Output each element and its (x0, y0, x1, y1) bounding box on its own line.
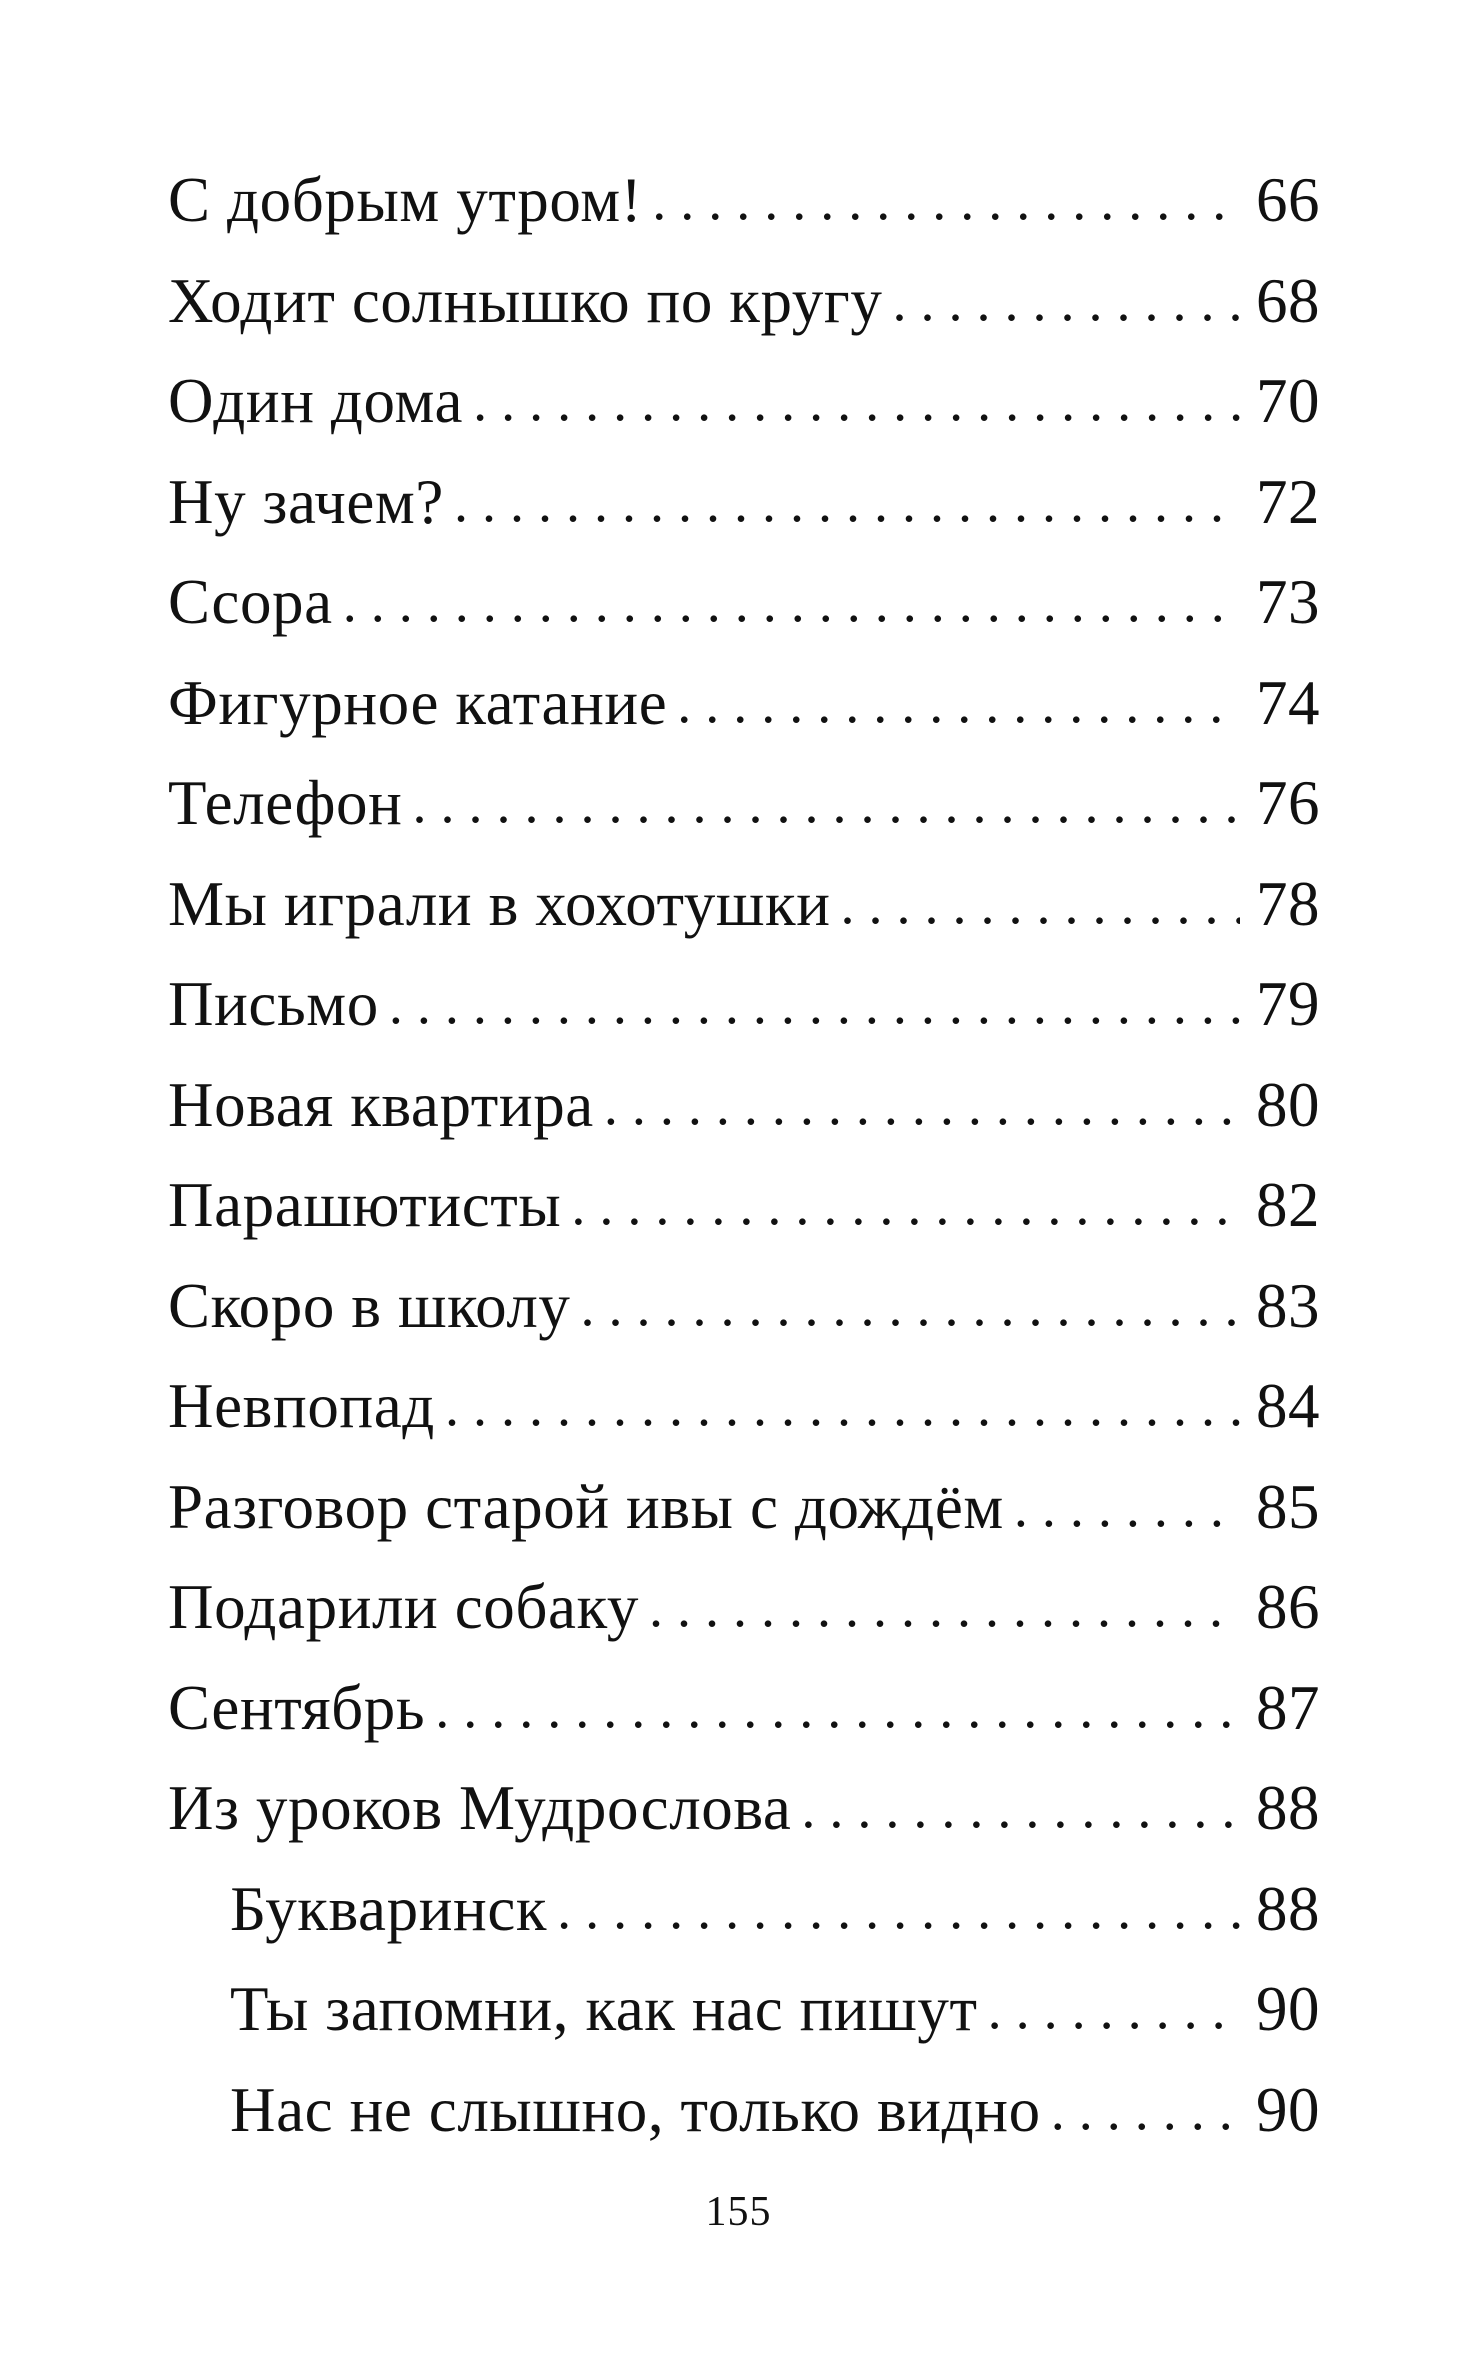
toc-subentry (168, 1859, 1320, 1960)
toc-entry-page: 87 (1256, 1672, 1320, 1743)
toc-entry-title: Ссора (168, 567, 333, 637)
toc-entry (168, 251, 1320, 352)
toc-entry-title: Ну зачем? (168, 466, 444, 537)
toc-entry-title: Мы играли в хохотушки (168, 868, 831, 939)
dot-leader (557, 1860, 1240, 1961)
toc-entry-page: 84 (1256, 1371, 1320, 1441)
toc-entry-title: Письмо (168, 969, 379, 1039)
dot-leader (435, 1659, 1240, 1760)
toc-entry (168, 1557, 1320, 1658)
toc-entry (168, 150, 1320, 251)
toc-subentry (168, 2060, 1320, 2161)
table-of-contents (168, 150, 1320, 2160)
toc-entry-title: Скоро в школу (168, 1270, 571, 1341)
dot-leader (473, 352, 1240, 453)
toc-entry-page: 72 (1256, 466, 1320, 537)
toc-entry-page: 79 (1256, 969, 1320, 1039)
toc-entry-page: 73 (1256, 567, 1320, 637)
toc-entry (168, 753, 1320, 854)
toc-entry-page: 74 (1256, 667, 1320, 738)
toc-entry-page: 83 (1256, 1270, 1320, 1341)
toc-entry-page: 88 (1256, 1773, 1320, 1843)
toc-entry-page: 85 (1256, 1471, 1320, 1542)
toc-entry (168, 1055, 1320, 1156)
toc-entry (168, 1658, 1320, 1759)
toc-entry-page: 80 (1256, 1069, 1320, 1140)
toc-entry (168, 954, 1320, 1055)
toc-entry-page: 68 (1256, 265, 1320, 336)
toc-subentry-page: 88 (1256, 1873, 1320, 1944)
toc-subentry-page: 90 (1256, 1974, 1320, 2044)
dot-leader (445, 1357, 1240, 1458)
toc-entry (168, 1256, 1320, 1357)
toc-entry (168, 552, 1320, 653)
toc-entry-page: 78 (1256, 868, 1320, 939)
toc-entry-page: 86 (1256, 1572, 1320, 1642)
dot-leader (581, 1257, 1240, 1358)
dot-leader (1014, 1458, 1240, 1559)
dot-leader (652, 151, 1240, 252)
toc-entry-title: Из уроков Мудрослова (168, 1773, 792, 1843)
toc-subentry-title: Ты запомни, как нас пишут (230, 1974, 978, 2044)
toc-entry-title: Подарили собаку (168, 1572, 640, 1642)
toc-entry-page: 70 (1256, 366, 1320, 436)
toc-entry (168, 452, 1320, 553)
dot-leader (454, 453, 1240, 554)
toc-entry (168, 1155, 1320, 1256)
toc-entry (168, 1457, 1320, 1558)
dot-leader (1051, 2061, 1240, 2162)
toc-entry-title: Ходит солнышко по кругу (168, 265, 883, 336)
dot-leader (412, 754, 1240, 855)
toc-entry (168, 854, 1320, 955)
toc-entry-title: Один дома (168, 366, 464, 436)
toc-entry (168, 1356, 1320, 1457)
toc-subentry-title: Нас не слышно, только видно (230, 2074, 1041, 2145)
toc-entry-page: 82 (1256, 1170, 1320, 1240)
toc-subentry-page: 90 (1256, 2074, 1320, 2145)
toc-entry-page: 76 (1256, 768, 1320, 838)
dot-leader (649, 1558, 1240, 1659)
toc-entry-title: С добрым утром! (168, 165, 643, 235)
toc-subentry-title: Букваринск (230, 1873, 548, 1944)
page-number: 155 (705, 2189, 772, 2235)
toc-entry (168, 351, 1320, 452)
toc-entry-title: Невпопад (168, 1371, 435, 1441)
toc-entry-page: 66 (1256, 165, 1320, 235)
dot-leader (343, 553, 1240, 654)
toc-entry (168, 1758, 1320, 1859)
toc-entry-title: Сентябрь (168, 1672, 426, 1743)
dot-leader (892, 252, 1240, 353)
dot-leader (571, 1156, 1240, 1257)
dot-leader (604, 1056, 1240, 1157)
dot-leader (988, 1960, 1240, 2061)
toc-entry-title: Парашютисты (168, 1170, 562, 1240)
dot-leader (389, 955, 1240, 1056)
toc-subentry (168, 1959, 1320, 2060)
toc-entry-title: Фигурное катание (168, 667, 668, 738)
toc-entry-title: Новая квартира (168, 1069, 594, 1140)
dot-leader (841, 855, 1240, 956)
toc-entry-title: Телефон (168, 768, 403, 838)
toc-entry-title: Разговор старой ивы с дождём (168, 1471, 1004, 1542)
dot-leader (677, 654, 1240, 755)
dot-leader (801, 1759, 1240, 1860)
toc-entry (168, 653, 1320, 754)
